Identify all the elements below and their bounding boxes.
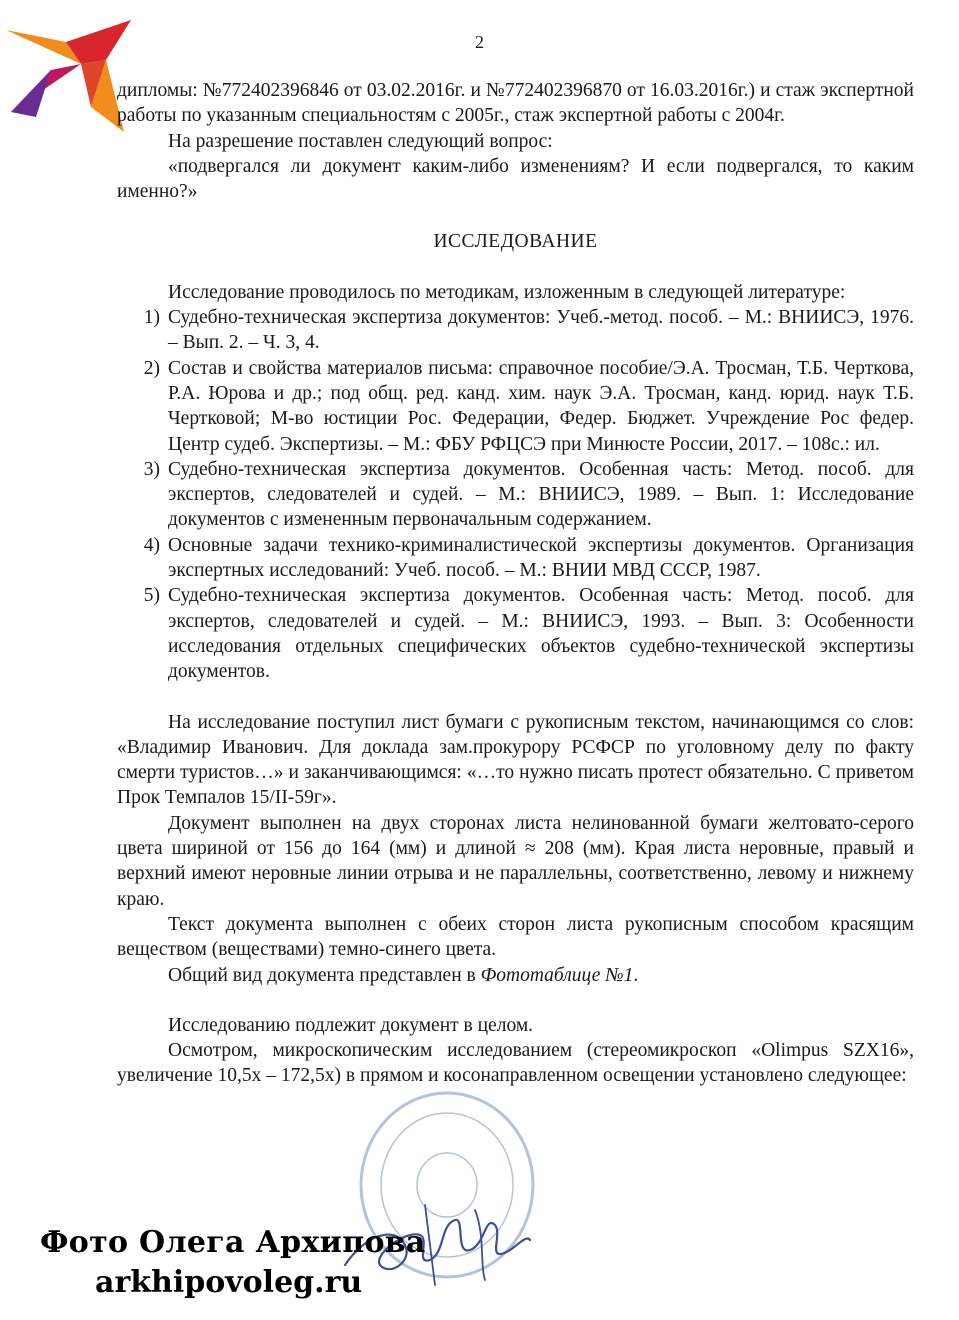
reference-number: 2): [143, 357, 160, 379]
paragraph-diplomas: дипломы: №772402396846 от 03.02.2016г. и №772402396870 от 16.03.2016г.) и стаж экспертной работы по указанным специальностям с 2005г., стаж экспертной работы с 2004г.: [117, 80, 914, 127]
reference-number: 3): [143, 458, 160, 480]
list-item: [117, 305, 914, 356]
watermark-author: Фото Олега Архипова: [40, 1225, 426, 1260]
watermark-site: arkhipovoleg.ru: [95, 1265, 363, 1300]
paragraph-paper: Документ выполнен на двух сторонах листа нелинованной бумаги желтовато-серого цвета шириной от 156 до 164 (мм) и длиной ≈ 208 (мм). Края листа неровные, правый и верхний имеют неровные линии отрыва и не параллельны, соответственно, левому и нижнему краю.: [117, 812, 914, 910]
paragraph-subject: Исследованию подлежит документ в целом.: [168, 1014, 534, 1036]
paragraph-question: «подвергался ли документ каким-либо изменениям? И если подвергался, то каким именно?»: [117, 155, 914, 203]
paragraph-received: На исследование поступил лист бумаги с рукописным текстом, начинающимся со слов: «Владимир Иванович. Для доклада зам.прокурору РСФСР по уголовному делу по факту смерти туристов…» и заканчивающимся: «…то нужно писать протест обязательно. С приветом Прок Темпалов 15/II-59г».: [117, 711, 914, 809]
page-number: 2: [475, 32, 484, 52]
reference-text: Состав и свойства материалов письма: справочное пособие/Э.А. Тросман, Т.Б. Черткова, Р.А. Юрова и др.; под общ. ред. канд. хим. наук Э.А. Тросман, канд. юрид. наук Т.Б. Чертковой; М-во юстиции Рос. Федерации, Федер. Бюджет. Учреждение Рос федер. Центр судеб. Экспертизы. – М.: ФБУ РФЦСЭ при Минюсте России, 2017. – 108с.: ил.: [168, 357, 914, 455]
reference-number: 4): [143, 534, 160, 556]
paragraph-ink: Текст документа выполнен с обеих сторон листа рукописным способом красящим веществом (веществами) темно-синего цвета.: [117, 913, 914, 961]
reference-text: Судебно-техническая экспертиза документов: Учеб.-метод. пособ. – М.: ВНИИСЭ, 1976. – Вып. 2. – Ч. 3, 4.: [168, 307, 914, 354]
list-item: [117, 457, 914, 533]
photo-table-reference: Фототаблице №1: [480, 964, 634, 986]
references-list: [117, 305, 914, 684]
reference-number: 1): [143, 307, 160, 329]
reference-number: 5): [143, 585, 160, 607]
reference-text: Судебно-техническая экспертиза документов. Особенная часть: Метод. пособ. для экспертов, следователей и судей. – М.: ВНИИСЭ, 1989. – Вып. 1: Исследование документов с измененным первоначальным содержанием.: [168, 458, 914, 531]
overview-text: Общий вид документа представлен в: [168, 964, 481, 986]
section-heading: ИССЛЕДОВАНИЕ: [433, 231, 598, 253]
overview-end: .: [633, 964, 639, 986]
document-body: [117, 78, 914, 1089]
list-item: [117, 533, 914, 584]
list-item: [117, 356, 914, 457]
reference-text: Основные задачи технико-криминалистической экспертизы документов. Организация экспертных исследований: Учеб. пособ. – М.: ВНИИ МВД СССР, 1987.: [168, 534, 914, 582]
list-item: [117, 583, 914, 684]
paragraph-inspection: Осмотром, микроскопическим исследованием (стереомикроскоп «Olimpus SZX16», увеличение 10,5x – 172,5x) в прямом и косонаправленном освещении установлено следующее:: [117, 1040, 914, 1087]
paragraph-literature-intro: Исследование проводилось по методикам, изложенным в следующей литературе:: [168, 281, 846, 303]
paragraph-question-intro: На разрешение поставлен следующий вопрос:: [168, 130, 553, 152]
paragraph-overview: [117, 963, 914, 988]
reference-text: Судебно-техническая экспертиза документов. Особенная часть: Метод. пособ. для экспертов, следователей и судей. – М.: ВНИИСЭ, 1993. – Вып. 3: Особенности исследования отдельных специфических объектов судебно-технической экспертизы документов.: [168, 585, 914, 683]
